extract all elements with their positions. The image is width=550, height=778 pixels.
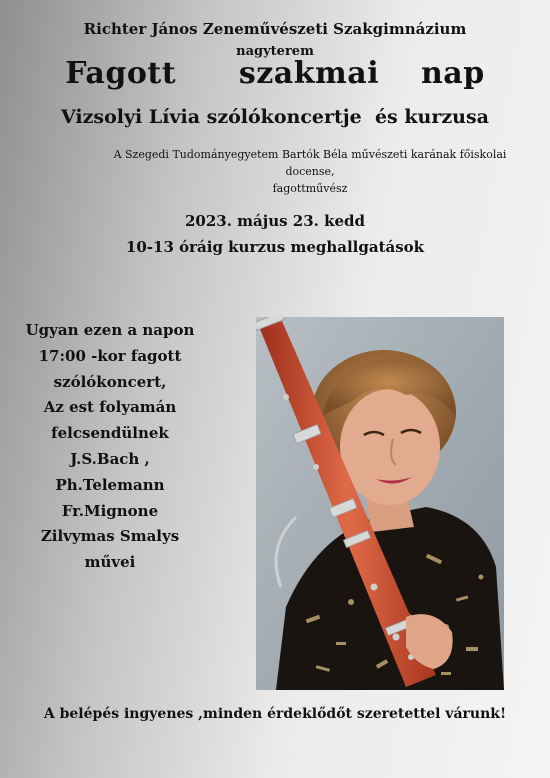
program-line: Ph.Telemann <box>55 475 165 494</box>
performer-credentials <box>110 146 510 197</box>
venue-room: nagyterem <box>236 44 314 59</box>
course-hours: 10-13 óráig kurzus meghallgatások <box>125 238 425 256</box>
program-line: J.S.Bach , <box>70 449 150 468</box>
program-line: Zilvymas Smalys <box>40 527 180 546</box>
entry-notice: A belépés ingyenes ,minden érdeklődőt szeretettel várunk! <box>43 706 507 722</box>
concert-program <box>12 318 208 576</box>
event-date: 2023. május 23. kedd <box>184 212 365 230</box>
event-subtitle: Vizsolyi Lívia szólókoncertje és kurzusa <box>61 106 489 128</box>
program-line: Az est folyamán <box>43 398 177 417</box>
program-line: szólókoncert, <box>53 372 167 391</box>
credentials-line-1: A Szegedi Tudományegyetem Bartók Béla művészeti karának főiskolai docense, <box>113 148 507 178</box>
school-name: Richter János Zeneművészeti Szakgimnázium <box>83 20 467 38</box>
program-line: Fr.Mignone <box>61 501 159 520</box>
event-title: Fagott szakmai nap <box>65 56 485 91</box>
program-line: 17:00 -kor fagott <box>38 346 182 365</box>
program-line: művei <box>84 553 136 572</box>
credentials-line-2: fagottművész <box>272 182 348 195</box>
program-line: Ugyan ezen a napon <box>25 321 195 339</box>
program-line: felcsendülnek <box>51 424 169 443</box>
performer-photo <box>256 317 504 690</box>
